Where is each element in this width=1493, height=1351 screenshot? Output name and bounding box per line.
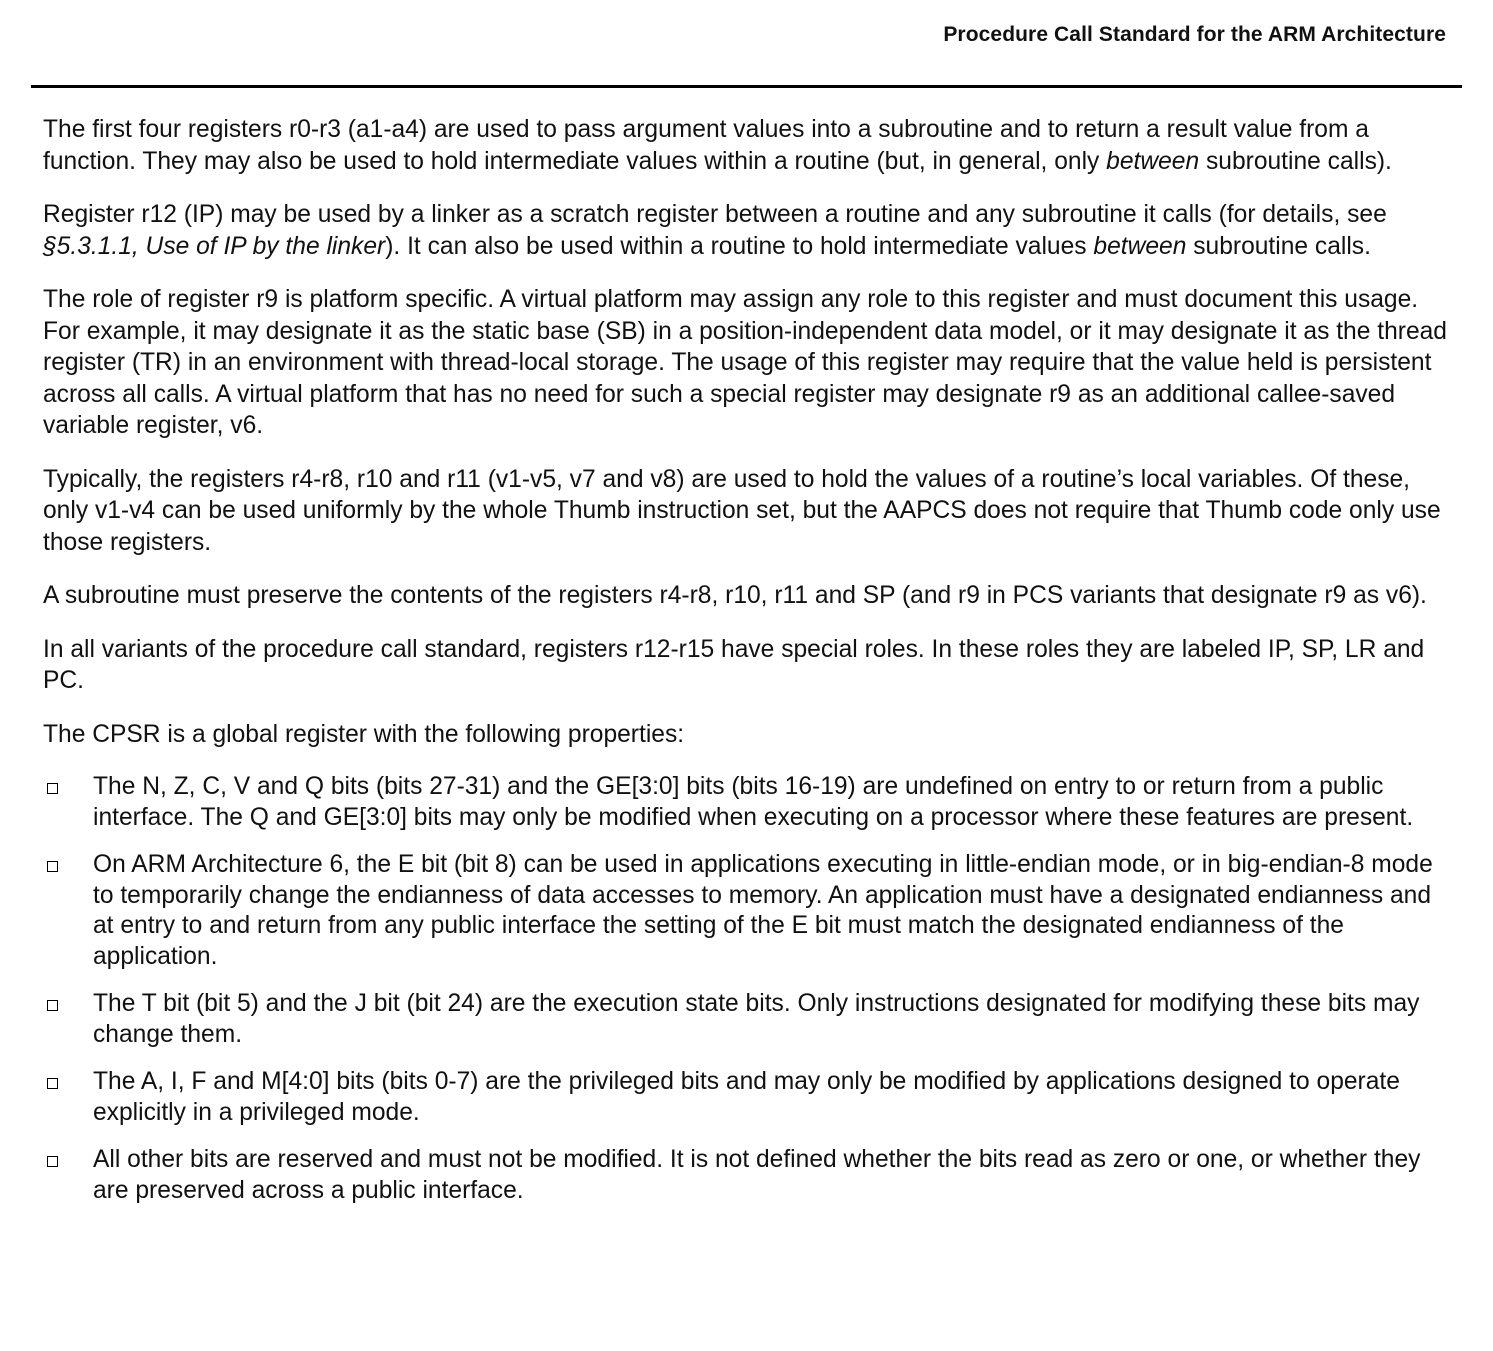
paragraph-r9-role: The role of register r9 is platform specific. A virtual platform may assign any role to this register and must document this usage. For example, it may designate it as the static base (SB) in a position-independent data model, or it may designate it as the thread register (TR) in an environment with thread-local storage. The usage of this register may require that the value held is persistent across all calls. A virtual platform that has no need for such a special register may designate r9 as an additional callee-saved variable register, v6. <box>43 286 1447 439</box>
list-item-text: All other bits are reserved and must not be modified. It is not defined whether the bits read as zero or one, or whether they are preserved across a public interface. <box>93 1146 1421 1204</box>
document-body <box>43 114 1453 1223</box>
square-bullet-icon <box>47 861 58 872</box>
list-item <box>43 850 1453 972</box>
paragraph-argument-registers <box>43 114 1453 177</box>
emphasis-text: between <box>1106 147 1200 175</box>
square-bullet-icon <box>47 1000 58 1011</box>
square-bullet-icon <box>47 783 58 794</box>
list-item-text: On ARM Architecture 6, the E bit (bit 8) can be used in applications executing in little-endian mode, or in big-endian-8 mode to temporarily change the endianness of data accesses to memory. An application must have a designated endianness and at entry to and return from any public interface the setting of the E bit must match the designated endianness of the application. <box>93 851 1433 970</box>
text-run: ). It can also be used within a routine to hold intermediate values <box>385 232 1094 260</box>
text-run: The first four registers r0-r3 (a1-a4) are used to pass argument values into a subroutine and to return a result value from a function. They may also be used to hold intermediate values within a routine (but, in general, only <box>43 116 1369 175</box>
document-title: Procedure Call Standard for the ARM Architecture <box>943 23 1446 46</box>
list-item <box>43 1145 1453 1206</box>
paragraph-local-variables: Typically, the registers r4-r8, r10 and r11 (v1-v5, v7 and v8) are used to hold the values of a routine’s local variables. Of these, only v1-v4 can be used uniformly by the whole Thumb instruction set, but the AAPCS does not require that Thumb code only use those registers. <box>43 465 1441 556</box>
section-reference-link[interactable]: §5.3.1.1, Use of IP by the linker <box>43 232 386 260</box>
page-header <box>0 0 1493 90</box>
square-bullet-icon <box>47 1078 58 1089</box>
header-divider <box>31 85 1462 88</box>
list-item <box>43 989 1453 1050</box>
emphasis-text: between <box>1093 232 1187 260</box>
cpsr-properties-list <box>43 772 1453 1206</box>
paragraph-special-roles: In all variants of the procedure call standard, registers r12-r15 have special roles. In these roles they are labeled IP, SP, LR and PC. <box>43 635 1425 694</box>
text-run: Register r12 (IP) may be used by a linker as a scratch register between a routine and any subroutine it calls (for details, see <box>43 201 1387 228</box>
list-item-text: The A, I, F and M[4:0] bits (bits 0-7) are the privileged bits and may only be modified by applications designed to operate explicitly in a privileged mode. <box>93 1068 1400 1126</box>
list-item-text: The T bit (bit 5) and the J bit (bit 24) are the execution state bits. Only instructions designated for modifying these bits may change them. <box>93 990 1420 1048</box>
list-item-text: The N, Z, C, V and Q bits (bits 27-31) and the GE[3:0] bits (bits 16-19) are undefined on entry to or return from a public interface. The Q and GE[3:0] bits may only be modified when executing on a processor where these features are present. <box>93 773 1414 831</box>
paragraph-cpsr-intro: The CPSR is a global register with the following properties: <box>43 720 685 748</box>
text-run: subroutine calls. <box>1186 232 1371 260</box>
paragraph-preserve-registers: A subroutine must preserve the contents of the registers r4-r8, r10, r11 and SP (and r9 in PCS variants that designate r9 as v6). <box>43 582 1427 609</box>
text-run: subroutine calls). <box>1199 147 1392 175</box>
list-item <box>43 772 1453 833</box>
square-bullet-icon <box>47 1156 58 1167</box>
list-item <box>43 1067 1453 1128</box>
paragraph-r12-ip <box>43 199 1453 262</box>
